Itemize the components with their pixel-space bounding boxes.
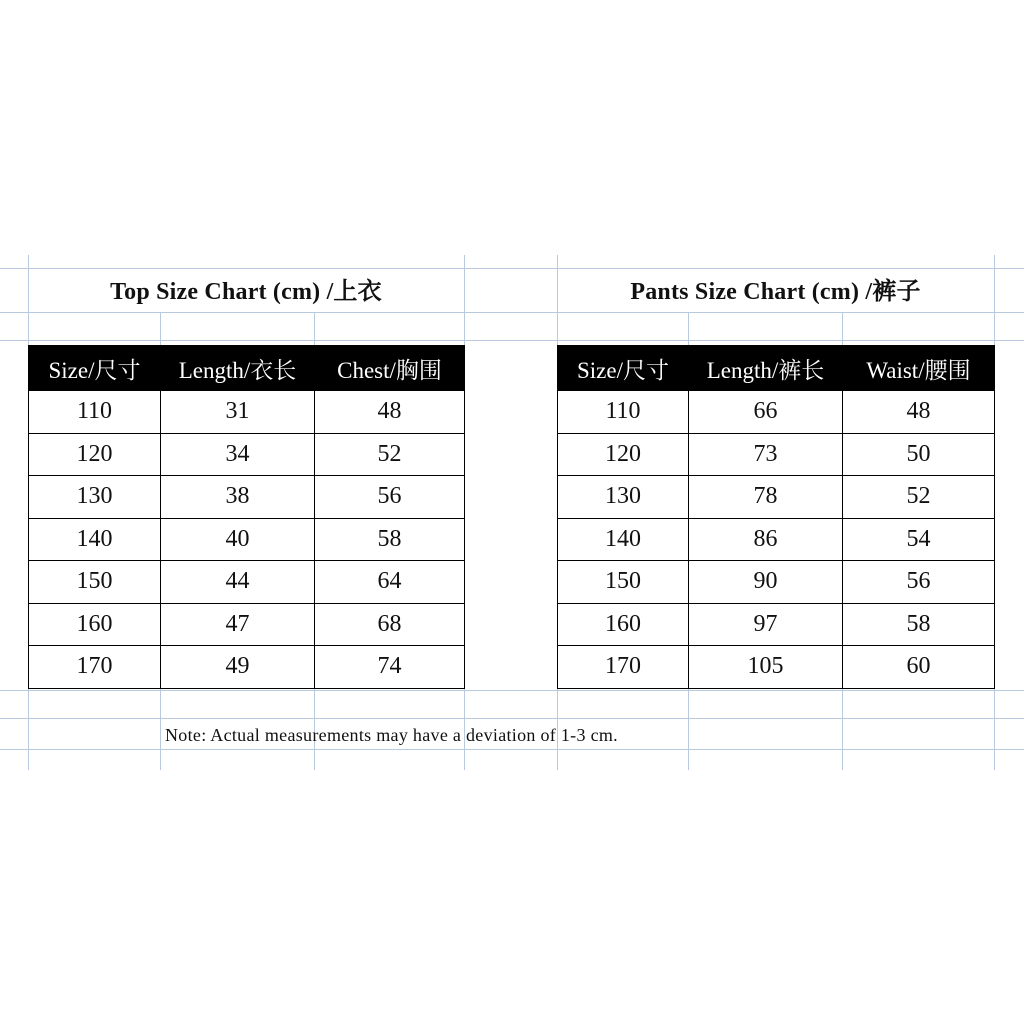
table-row	[29, 561, 465, 604]
size-cell: 160	[29, 603, 161, 646]
waist-cell: 50	[843, 433, 995, 476]
waist-cell: 54	[843, 518, 995, 561]
grid-line	[0, 340, 1024, 341]
table-row	[558, 476, 995, 519]
length-cell: 86	[689, 518, 843, 561]
waist-cell: 52	[843, 476, 995, 519]
table-row	[29, 391, 465, 434]
table-row	[558, 391, 995, 434]
column-header-size: Size/尺寸	[558, 346, 689, 391]
pants-chart-title: Pants Size Chart (cm) /裤子	[630, 279, 921, 305]
column-header-chest: Chest/胸围	[315, 346, 465, 391]
size-cell: 130	[558, 476, 689, 519]
table-row	[558, 433, 995, 476]
table-row	[558, 603, 995, 646]
length-cell: 40	[161, 518, 315, 561]
size-cell: 170	[29, 646, 161, 689]
top-chart-title: Top Size Chart (cm) /上衣	[110, 279, 382, 305]
chest-cell: 74	[315, 646, 465, 689]
column-header-waist: Waist/腰围	[843, 346, 995, 391]
chest-cell: 48	[315, 391, 465, 434]
column-header-length: Length/裤长	[689, 346, 843, 391]
length-cell: 90	[689, 561, 843, 604]
table-header-row	[558, 346, 995, 391]
size-cell: 150	[558, 561, 689, 604]
length-cell: 47	[161, 603, 315, 646]
grid-line	[0, 749, 1024, 750]
grid-line	[0, 690, 1024, 691]
pants-size-table	[557, 345, 995, 689]
table-row	[558, 561, 995, 604]
column-header-length: Length/衣长	[161, 346, 315, 391]
length-cell: 105	[689, 646, 843, 689]
length-cell: 49	[161, 646, 315, 689]
length-cell: 34	[161, 433, 315, 476]
length-cell: 66	[689, 391, 843, 434]
size-cell: 120	[558, 433, 689, 476]
table-row	[29, 603, 465, 646]
table-row	[29, 518, 465, 561]
size-cell: 140	[558, 518, 689, 561]
size-cell: 130	[29, 476, 161, 519]
length-cell: 78	[689, 476, 843, 519]
size-cell: 110	[29, 391, 161, 434]
length-cell: 38	[161, 476, 315, 519]
table-row	[558, 646, 995, 689]
table-row	[29, 476, 465, 519]
length-cell: 97	[689, 603, 843, 646]
size-cell: 140	[29, 518, 161, 561]
size-cell: 160	[558, 603, 689, 646]
size-cell: 170	[558, 646, 689, 689]
chest-cell: 68	[315, 603, 465, 646]
chest-cell: 52	[315, 433, 465, 476]
chest-cell: 58	[315, 518, 465, 561]
column-header-size: Size/尺寸	[29, 346, 161, 391]
grid-line	[0, 312, 1024, 313]
waist-cell: 60	[843, 646, 995, 689]
waist-cell: 48	[843, 391, 995, 434]
table-row	[558, 518, 995, 561]
size-cell: 110	[558, 391, 689, 434]
top-size-table	[28, 345, 465, 689]
chest-cell: 56	[315, 476, 465, 519]
table-row	[29, 646, 465, 689]
table-header-row	[29, 346, 465, 391]
table-row	[29, 433, 465, 476]
size-cell: 150	[29, 561, 161, 604]
length-cell: 31	[161, 391, 315, 434]
chest-cell: 64	[315, 561, 465, 604]
grid-line	[0, 718, 1024, 719]
measurement-note: Note: Actual measurements may have a deviation of 1-3 cm.	[165, 725, 618, 745]
waist-cell: 58	[843, 603, 995, 646]
waist-cell: 56	[843, 561, 995, 604]
length-cell: 44	[161, 561, 315, 604]
length-cell: 73	[689, 433, 843, 476]
grid-line	[0, 268, 1024, 269]
size-cell: 120	[29, 433, 161, 476]
